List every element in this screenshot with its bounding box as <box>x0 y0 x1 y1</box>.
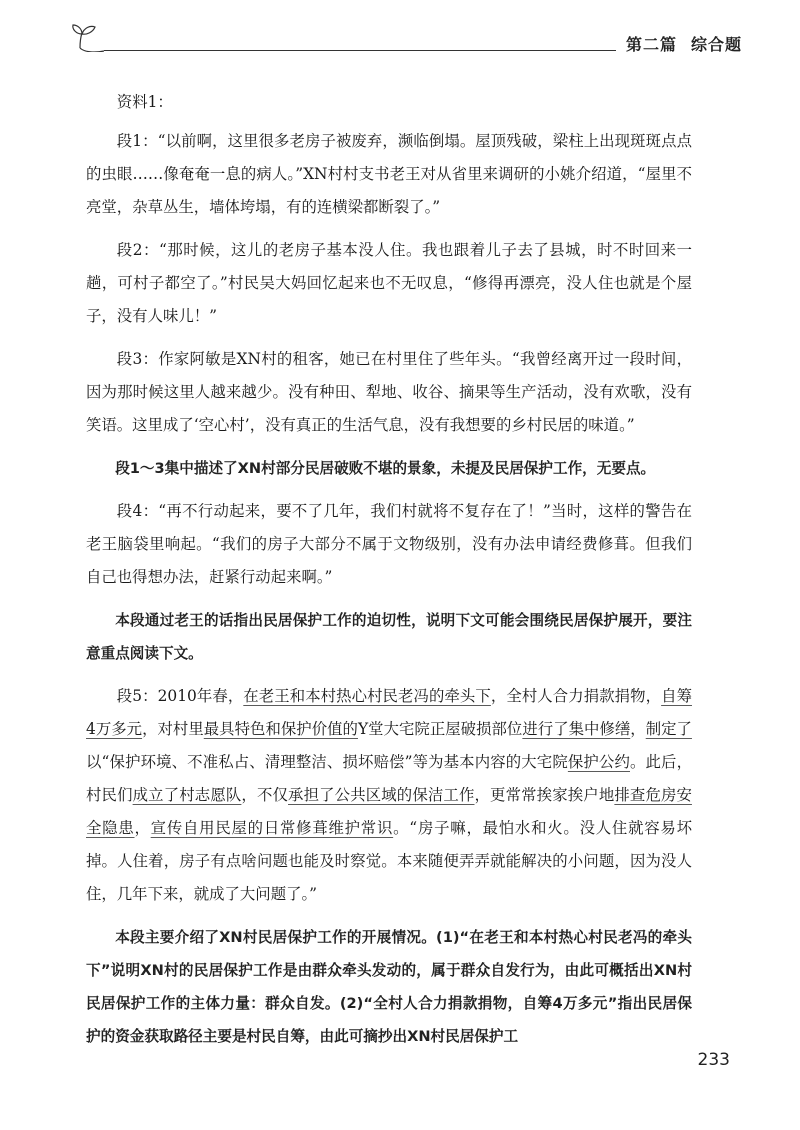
underlined-phrase: 进行了集中修缮 <box>522 720 631 738</box>
text-run: ， <box>134 819 151 837</box>
text-run: ， <box>630 720 646 738</box>
page-body <box>86 86 692 1063</box>
analysis-note-1: 段1～3集中描述了XN村部分民居破败不堪的景象，未提及民居保护工作，无要点。 <box>115 460 656 477</box>
text-run: 以“保护环境、不准私占、清理整洁、损坏赔偿”等为基本内容的大宅院 <box>86 753 568 771</box>
page-number: 233 <box>697 1050 730 1070</box>
text-run: ，不仅 <box>241 786 289 804</box>
section-label: 综合题 <box>690 35 742 54</box>
underlined-phrase: 成立了村志愿队 <box>132 786 242 804</box>
text-run: Y堂大宅院正屋破损部位 <box>357 720 523 738</box>
paragraph-5 <box>86 680 692 911</box>
sprout-icon <box>70 22 104 52</box>
underlined-phrase: 保护公约 <box>567 753 630 771</box>
paragraph-1: 段1：“以前啊，这里很多老房子被废弃，濒临倒塌。屋顶残破，梁柱上出现斑斑点点的虫眼……像奄奄一息的病人。”XN村村支书老王对从省里来调研的小姚介绍道，“屋里不亮堂，杂草丛生，墙体垮塌，有的连横梁都断裂了。” <box>86 132 692 216</box>
underlined-phrase: 宣传自用民屋的日常修葺维护常识 <box>150 819 394 837</box>
text-run: 。此后，村民们 <box>86 753 692 804</box>
header-rule <box>104 50 616 51</box>
paragraph-3: 段3：作家阿敏是XN村的租客，她已在村里住了些年头。“我曾经离开过一段时间，因为那时候这里人越来越少。没有种田、犁地、收谷、摘果等生产活动，没有欢歌，没有笑语。这里成了‘空心村’，没有真正的生活气息，没有我想要的乡村民居的味道。” <box>86 350 692 434</box>
underlined-phrase: 自筹4万多元 <box>86 687 692 738</box>
text-run: ，对村里 <box>142 720 204 738</box>
text-run: ，更常常挨家挨户地 <box>474 786 615 804</box>
text-run: 段5：2010年春， <box>116 687 244 705</box>
underlined-phrase: 制定了 <box>645 720 692 738</box>
text-run: ，全村人合力捐款捐物， <box>490 687 662 705</box>
part-label: 第二篇 <box>625 35 677 54</box>
running-title <box>626 32 742 55</box>
running-header <box>70 18 742 58</box>
underlined-phrase: 在老王和本村热心村民老冯的牵头下 <box>243 687 491 705</box>
material-heading: 资料1： <box>116 93 173 111</box>
underlined-phrase: 最具特色和保护价值的 <box>203 720 358 738</box>
underlined-phrase: 排查危房安全隐患 <box>86 786 692 837</box>
analysis-note-3: 本段主要介绍了XN村民居保护工作的开展情况。(1)“在老王和本村热心村民老冯的牵头下”说明XN村的民居保护工作是由群众牵头发动的，属于群众自发行为，由此可概括出XN村民居保护工作的主体力量：群众自发。(2)“全村人合力捐款捐物，自筹4万多元”指出民居保护的资金获取路径主要是村民自筹，由此可摘抄出XN村民居保护工 <box>86 929 692 1045</box>
analysis-note-2: 本段通过老王的话指出民居保护工作的迫切性，说明下文可能会围绕民居保护展开，要注意重点阅读下文。 <box>86 612 692 662</box>
paragraph-4: 段4：“再不行动起来，要不了几年，我们村就将不复存在了！”当时，这样的警告在老王脑袋里响起。“我们的房子大部分不属于文物级别，没有办法申请经费修葺。但我们自己也得想办法，赶紧行动起来啊。” <box>86 502 692 586</box>
underlined-phrase: 承担了公共区域的保洁工作 <box>288 786 475 804</box>
paragraph-2: 段2：“那时候，这儿的老房子基本没人住。我也跟着儿子去了县城，时不时回来一趟，可村子都空了。”村民吴大妈回忆起来也不无叹息，“修得再漂亮，没人住也就是个屋子，没有人味儿！” <box>86 241 692 325</box>
text-run: 。“房子嘛，最怕水和火。没人住就容易坏掉。人住着，房子有点啥问题也能及时察觉。本来随便弄弄就能解决的小问题，因为没人住，几年下来，就成了大问题了。” <box>86 819 692 903</box>
